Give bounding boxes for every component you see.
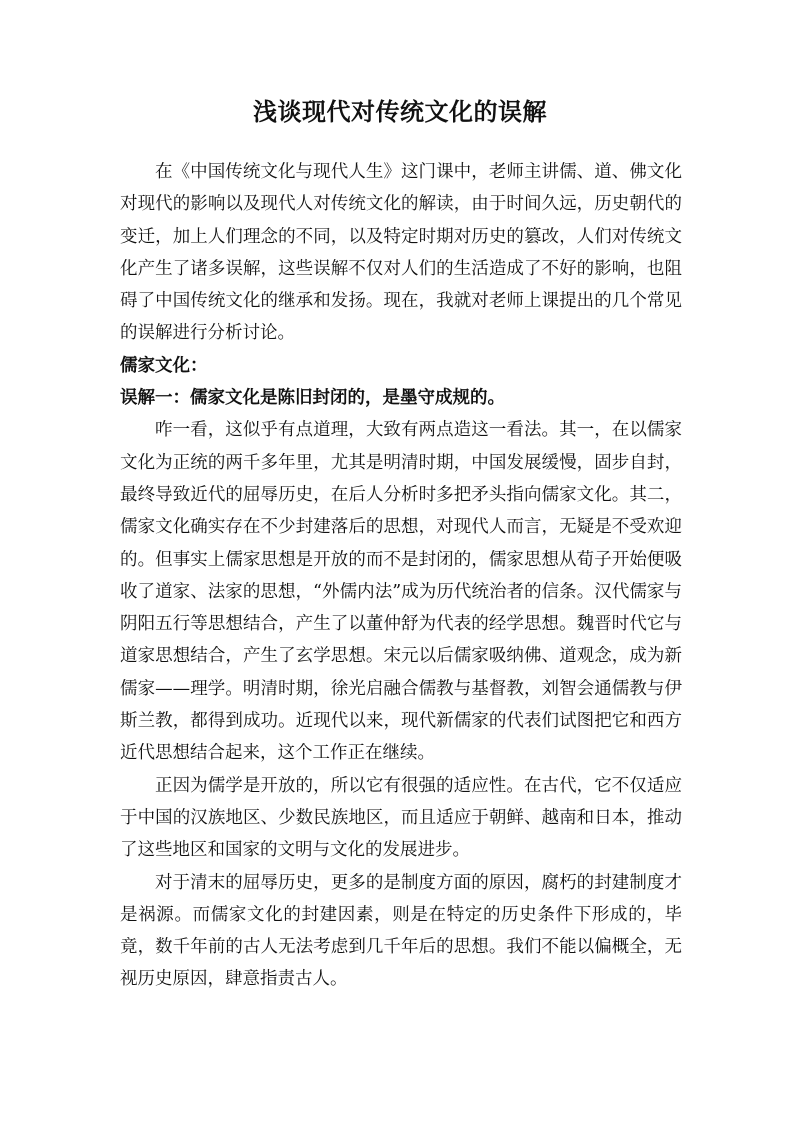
body-paragraph-2: 正因为儒学是开放的，所以它有很强的适应性。在古代，它不仅适应于中国的汉族地区、少数民族地区，而且适应于朝鲜、越南和日本，推动了这些地区和国家的文明与文化的发展进步。 [120, 775, 682, 861]
document-body [120, 156, 682, 996]
body-paragraph-1: 咋一看，这似乎有点道理，大致有两点造这一看法。其一，在以儒家文化为正统的两千多年里，尤其是明清时期，中国发展缓慢，固步自封，最终导致近代的屈辱历史，在后人分析时多把矛头指向儒家文化。其二，儒家文化确实存在不少封建落后的思想，对现代人而言，无疑是不受欢迎的。但事实上儒家思想是开放的而不是封闭的，儒家思想从荀子开始便吸收了道家、法家的思想，“外儒内法”成为历代统治者的信条。汉代儒家与阴阳五行等思想结合，产生了以董仲舒为代表的经学思想。魏晋时代它与道家思想结合，产生了玄学思想。宋元以后儒家吸纳佛、道观念，成为新儒家——理学。明清时期，徐光启融合儒教与基督教，刘智会通儒教与伊斯兰教，都得到成功。近现代以来，现代新儒家的代表们试图把它和西方近代思想结合起来，这个工作正在继续。 [120, 420, 682, 764]
misconception-heading-1: 误解一：儒家文化是陈旧封闭的，是墨守成规的。 [120, 388, 505, 409]
document-title: 浅谈现代对传统文化的误解 [253, 97, 547, 126]
intro-paragraph: 在《中国传统文化与现代人生》这门课中，老师主讲儒、道、佛文化对现代的影响以及现代人对传统文化的解读，由于时间久远，历史朝代的变迁，加上人们理念的不同，以及特定时期对历史的篡改，人们对传统文化产生了诸多误解，这些误解不仅对人们的生活造成了不好的影响，也阻碍了中国传统文化的继承和发扬。现在，我就对老师上课提出的几个常见的误解进行分析讨论。 [120, 162, 682, 344]
body-paragraph-3: 对于清末的屈辱历史，更多的是制度方面的原因，腐朽的封建制度才是祸源。而儒家文化的封建因素，则是在特定的历史条件下形成的，毕竟，数千年前的古人无法考虑到几千年后的思想。我们不能以偏概全，无视历史原因，肆意指责古人。 [120, 872, 682, 990]
section-heading-confucianism: 儒家文化： [120, 355, 208, 376]
